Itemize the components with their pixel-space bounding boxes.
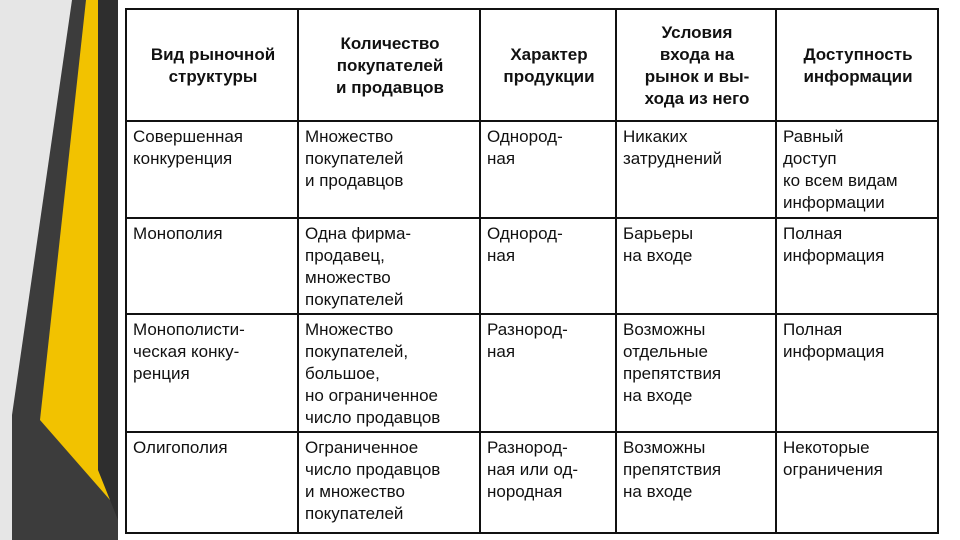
header-market-structure: Вид рыночной структуры [126, 9, 298, 121]
cell-structure: Совершенная конкуренция [126, 121, 298, 218]
cell-entry-exit: Возможны препятствия на входе [616, 432, 776, 533]
table-row [126, 432, 938, 533]
header-entry-exit: Условия входа на рынок и вы- хода из него [616, 9, 776, 121]
cell-entry-exit: Возможны отдельные препятствия на входе [616, 314, 776, 432]
market-structure-table [125, 8, 939, 534]
cell-buyers-sellers: Одна фирма- продавец, множество покупателей [298, 218, 480, 314]
cell-product: Разнород- ная или од- нородная [480, 432, 616, 533]
cell-entry-exit: Никаких затруднений [616, 121, 776, 218]
cell-product: Разнород- ная [480, 314, 616, 432]
cell-structure: Монополия [126, 218, 298, 314]
header-buyers-sellers: Количество покупателей и продавцов [298, 9, 480, 121]
cell-information: Некоторые ограничения [776, 432, 938, 533]
cell-structure: Монополисти- ческая конку- ренция [126, 314, 298, 432]
header-information-access: Доступность информации [776, 9, 938, 121]
header-row [126, 9, 938, 121]
cell-buyers-sellers: Множество покупателей и продавцов [298, 121, 480, 218]
cell-buyers-sellers: Множество покупателей, большое, но ограниченное число продавцов [298, 314, 480, 432]
cell-structure: Олигополия [126, 432, 298, 533]
header-product-type: Характер продукции [480, 9, 616, 121]
cell-buyers-sellers: Ограниченное число продавцов и множество покупателей [298, 432, 480, 533]
cell-information: Полная информация [776, 314, 938, 432]
table-row [126, 314, 938, 432]
table-row [126, 218, 938, 314]
cell-product: Однород- ная [480, 218, 616, 314]
cell-information: Равный доступ ко всем видам информации [776, 121, 938, 218]
dark-accent-stripe [98, 0, 118, 520]
cell-entry-exit: Барьеры на входе [616, 218, 776, 314]
table-row [126, 121, 938, 218]
cell-product: Однород- ная [480, 121, 616, 218]
cell-information: Полная информация [776, 218, 938, 314]
